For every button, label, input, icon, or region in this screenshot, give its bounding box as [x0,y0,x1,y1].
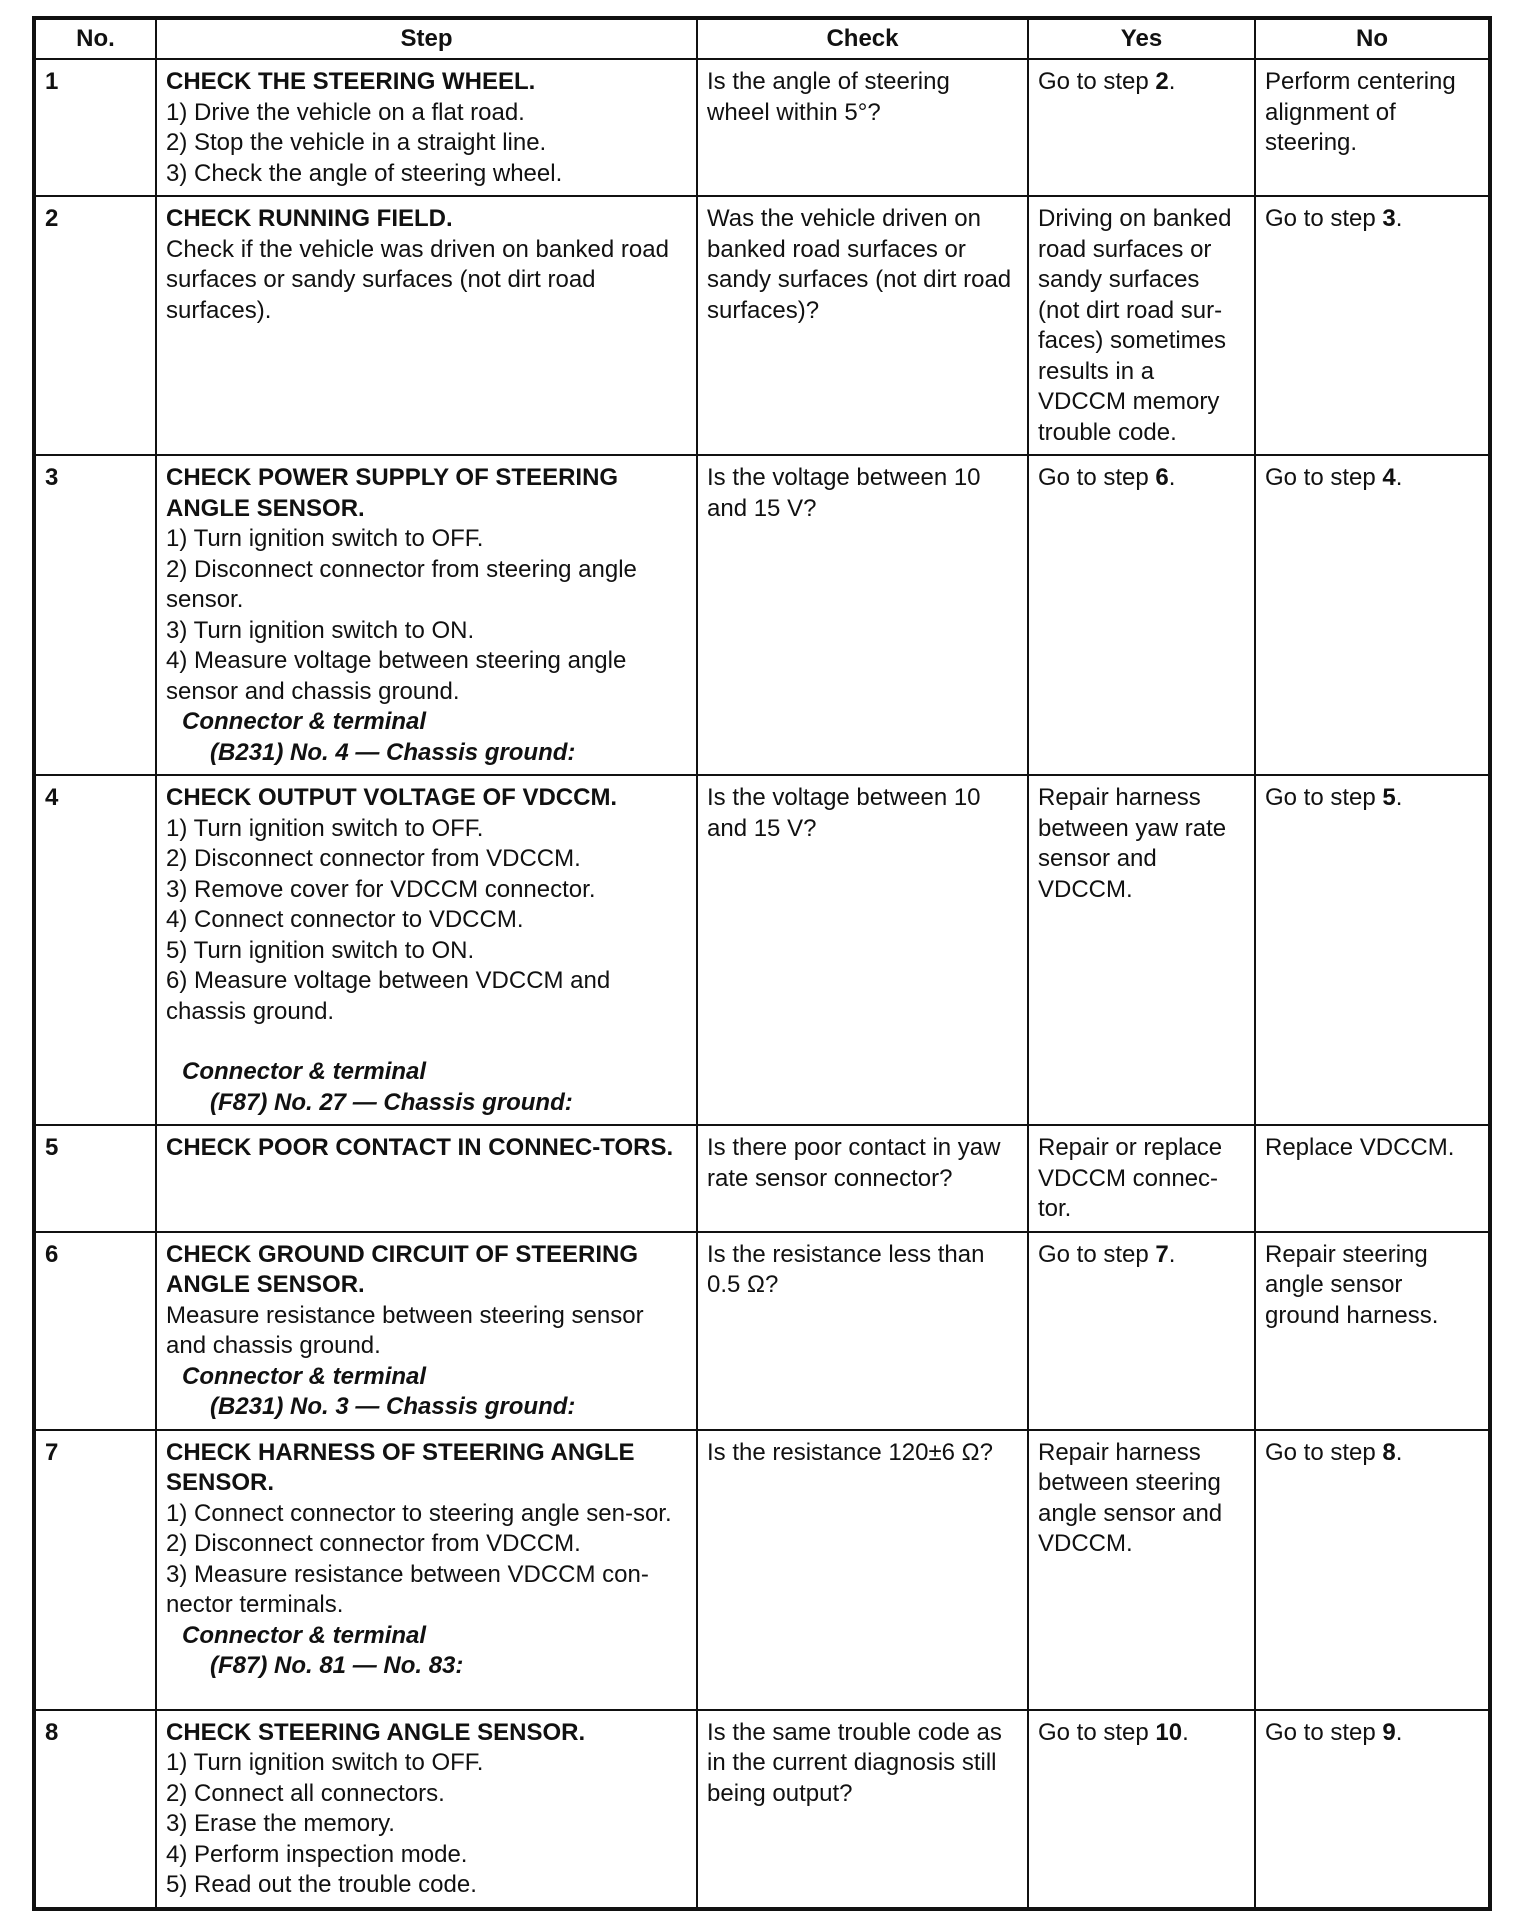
step-number: 5 [34,1125,156,1232]
header-no-result: No [1255,18,1490,59]
diagnostic-procedure-sheet [32,16,1488,1911]
no-step-ref: 3 [1382,205,1396,232]
step-title: CHECK THE STEERING WHEEL. [166,68,536,95]
no-cell: Replace VDCCM. [1255,1125,1490,1232]
no-step-ref: 8 [1382,1438,1396,1466]
connector-terminal-value: (B231) No. 3 — Chassis ground: [210,1393,576,1420]
step-cell [156,1710,697,1909]
no-cell [1255,1430,1490,1710]
step-line: 2) Disconnect connector from VDCCM. [166,1530,581,1557]
yes-cell: Repair harness between steering angle sensor and VDCCM. [1028,1430,1255,1710]
step-title: CHECK GROUND CIRCUIT OF STEERING ANGLE SENSOR. [166,1240,639,1298]
check-cell: Is the same trouble code as in the current diagnosis still being output? [697,1710,1028,1909]
connector-terminal-value: (F87) No. 81 — No. 83: [210,1652,464,1679]
yes-prefix: Go to step [1038,68,1156,95]
table-row [34,1710,1490,1909]
header-row [34,18,1490,59]
yes-step-ref: 2 [1155,68,1169,95]
step-line: 1) Turn ignition switch to OFF. [166,814,484,842]
step-line: 2) Disconnect connector from VDCCM. [166,845,581,872]
step-line: 4) Perform inspection mode. [166,1840,468,1868]
no-suffix: . [1395,784,1403,811]
no-suffix: . [1395,205,1403,232]
step-line: 2) Stop the vehicle in a straight line. [166,129,547,156]
step-title: CHECK RUNNING FIELD. [166,205,453,232]
no-prefix: Go to step [1265,1438,1383,1466]
yes-cell [1028,1710,1255,1909]
step-cell [156,455,697,775]
connector-terminal-value: (F87) No. 27 — Chassis ground: [210,1088,573,1116]
table-row [34,1232,1490,1430]
step-line: 5) Read out the trouble code. [166,1871,477,1898]
yes-step-ref: 10 [1155,1718,1183,1746]
no-cell [1255,455,1490,775]
yes-suffix: . [1168,68,1176,95]
table-row [34,196,1490,455]
step-title: CHECK HARNESS OF STEERING ANGLE SENSOR. [166,1438,635,1496]
step-number: 2 [34,196,156,455]
step-line: 3) Remove cover for VDCCM connector. [166,875,596,903]
step-line: 1) Turn ignition switch to OFF. [166,525,484,552]
table-row [34,1125,1490,1232]
check-cell: Is the resistance 120±6 Ω? [697,1430,1028,1710]
step-line: 3) Erase the memory. [166,1810,395,1837]
header-check: Check [697,18,1028,59]
step-line: 4) Connect connector to VDCCM. [166,906,524,933]
yes-cell: Repair harness between yaw rate sensor and VDCCM. [1028,775,1255,1125]
no-cell [1255,775,1490,1125]
step-title: CHECK OUTPUT VOLTAGE OF VDCCM. [166,784,618,811]
step-number: 1 [34,59,156,196]
no-step-ref: 4 [1382,464,1396,491]
step-line: 3) Turn ignition switch to ON. [166,616,475,644]
yes-cell: Driving on banked road surfaces or sandy surfaces (not dirt road sur-faces) sometimes results in a VDCCM memory trouble code. [1028,196,1255,455]
step-title: CHECK STEERING ANGLE SENSOR. [166,1718,586,1746]
step-line: 2) Connect all connectors. [166,1779,445,1807]
yes-cell [1028,1232,1255,1430]
step-line: 1) Drive the vehicle on a flat road. [166,98,525,126]
check-cell: Is the resistance less than 0.5 Ω? [697,1232,1028,1430]
yes-step-ref: 6 [1155,464,1169,491]
step-cell [156,1232,697,1430]
step-number: 4 [34,775,156,1125]
step-line: 5) Turn ignition switch to ON. [166,936,475,964]
connector-terminal-label: Connector & terminal [182,1362,427,1390]
table-row [34,775,1490,1125]
yes-cell [1028,59,1255,196]
header-step: Step [156,18,697,59]
no-suffix: . [1395,1438,1403,1466]
yes-cell: Repair or replace VDCCM connec-tor. [1028,1125,1255,1232]
step-line: 1) Turn ignition switch to OFF. [166,1749,484,1776]
no-suffix: . [1395,464,1403,491]
check-cell: Is the voltage between 10 and 15 V? [697,775,1028,1125]
step-line: 4) Measure voltage between steering angle sensor and chassis ground. [166,647,627,705]
step-title: CHECK POOR CONTACT IN CONNEC-TORS. [166,1134,674,1161]
step-line: 1) Connect connector to steering angle sen-sor. [166,1499,672,1527]
connector-terminal-label: Connector & terminal [182,1621,427,1649]
header-no: No. [34,18,156,59]
step-line: Check if the vehicle was driven on banked road surfaces or sandy surfaces (not dirt road surfaces). [166,235,669,324]
blank-line [166,1027,688,1057]
step-cell [156,1430,697,1710]
connector-terminal-label: Connector & terminal [182,1058,427,1085]
step-number: 7 [34,1430,156,1710]
no-prefix: Go to step [1265,464,1383,491]
yes-suffix: . [1168,1240,1176,1268]
no-prefix: Go to step [1265,1718,1383,1746]
yes-prefix: Go to step [1038,1240,1156,1268]
step-cell [156,196,697,455]
no-cell [1255,196,1490,455]
step-line: 3) Measure resistance between VDCCM con-nector terminals. [166,1560,649,1618]
check-cell: Was the vehicle driven on banked road surfaces or sandy surfaces (not dirt road surfaces)? [697,196,1028,455]
step-cell [156,775,697,1125]
step-number: 3 [34,455,156,775]
step-line: 3) Check the angle of steering wheel. [166,159,563,187]
no-cell [1255,1710,1490,1909]
yes-prefix: Go to step [1038,464,1156,491]
no-step-ref: 9 [1382,1718,1396,1746]
header-yes: Yes [1028,18,1255,59]
table-row [34,455,1490,775]
no-prefix: Go to step [1265,205,1383,232]
yes-cell [1028,455,1255,775]
yes-step-ref: 7 [1155,1240,1169,1268]
yes-suffix: . [1168,464,1176,491]
connector-terminal-value: (B231) No. 4 — Chassis ground: [210,738,576,766]
table-row [34,59,1490,196]
step-line: 2) Disconnect connector from steering angle sensor. [166,555,637,613]
step-cell [156,59,697,196]
check-cell: Is the voltage between 10 and 15 V? [697,455,1028,775]
step-number: 6 [34,1232,156,1430]
step-line: Measure resistance between steering sensor and chassis ground. [166,1301,644,1359]
no-cell: Repair steering angle sensor ground harness. [1255,1232,1490,1430]
yes-suffix: . [1182,1718,1189,1746]
no-prefix: Go to step [1265,784,1383,811]
check-cell: Is there poor contact in yaw rate sensor connector? [697,1125,1028,1232]
step-number: 8 [34,1710,156,1909]
connector-terminal-label: Connector & terminal [182,708,427,735]
yes-prefix: Go to step [1038,1718,1156,1746]
check-cell: Is the angle of steering wheel within 5°? [697,59,1028,196]
step-line: 6) Measure voltage between VDCCM and chassis ground. [166,967,611,1025]
step-cell [156,1125,697,1232]
no-cell: Perform centering alignment of steering. [1255,59,1490,196]
no-suffix: . [1395,1718,1403,1746]
table-row [34,1430,1490,1710]
diagnostic-table [32,16,1492,1911]
no-step-ref: 5 [1382,784,1396,811]
step-title: CHECK POWER SUPPLY OF STEERING ANGLE SENSOR. [166,464,619,522]
